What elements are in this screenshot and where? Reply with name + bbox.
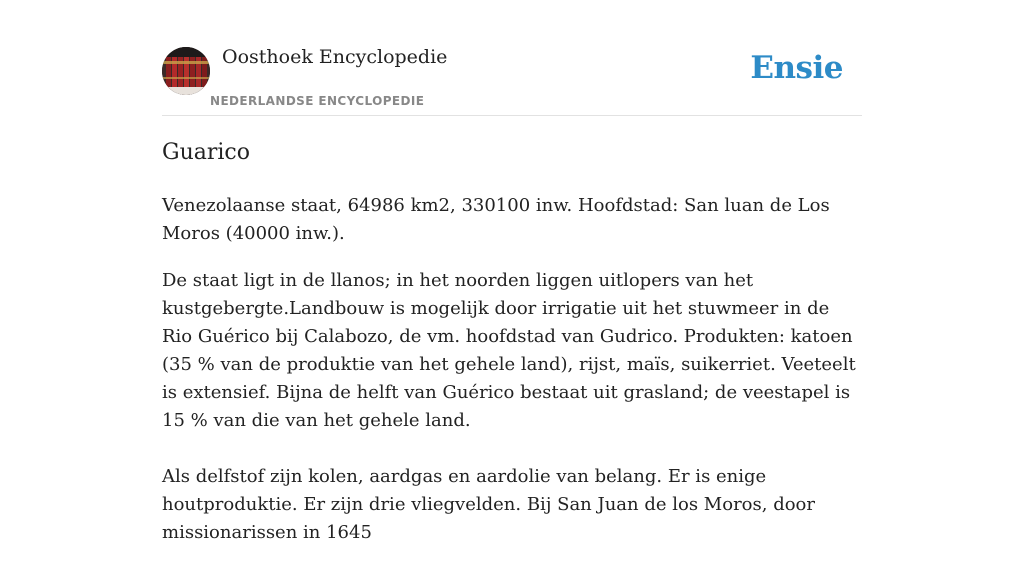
- site-header: [162, 0, 862, 116]
- site-title[interactable]: Oosthoek Encyclopedie: [222, 46, 448, 68]
- page-title: Guarico: [162, 140, 250, 165]
- article-body: [162, 192, 862, 566]
- ensie-logo[interactable]: Ensie: [750, 50, 843, 86]
- site-subtitle: NEDERLANDSE ENCYCLOPEDIE: [210, 94, 425, 108]
- article-paragraph: De staat ligt in de llanos; in het noorden liggen uitlopers van het kustgebergte.Landbouw is mogelijk door irrigatie uit het stuwmeer in de Rio Guérico bij Calabozo, de vm. hoofdstad van Gudrico. Produkten: katoen (35 % van de produktie van het gehele land), rijst, maïs, suikerriet. Veeteelt is extensief. Bijna de helft van Guérico bestaat uit grasland; de veestapel is 15 % van die van het gehele land.: [162, 270, 856, 431]
- encyclopedia-books-icon[interactable]: [162, 47, 210, 95]
- article-paragraph: Als delfstof zijn kolen, aardgas en aardolie van belang. Er is enige houtproduktie. Er zijn drie vliegvelden. Bij San Juan de los Moros, door missionarissen in 1645: [162, 466, 815, 543]
- page-container: [162, 0, 862, 543]
- article-paragraph: Venezolaanse staat, 64986 km2, 330100 inw. Hoofdstad: San luan de Los Moros (40000 inw.).: [162, 195, 830, 244]
